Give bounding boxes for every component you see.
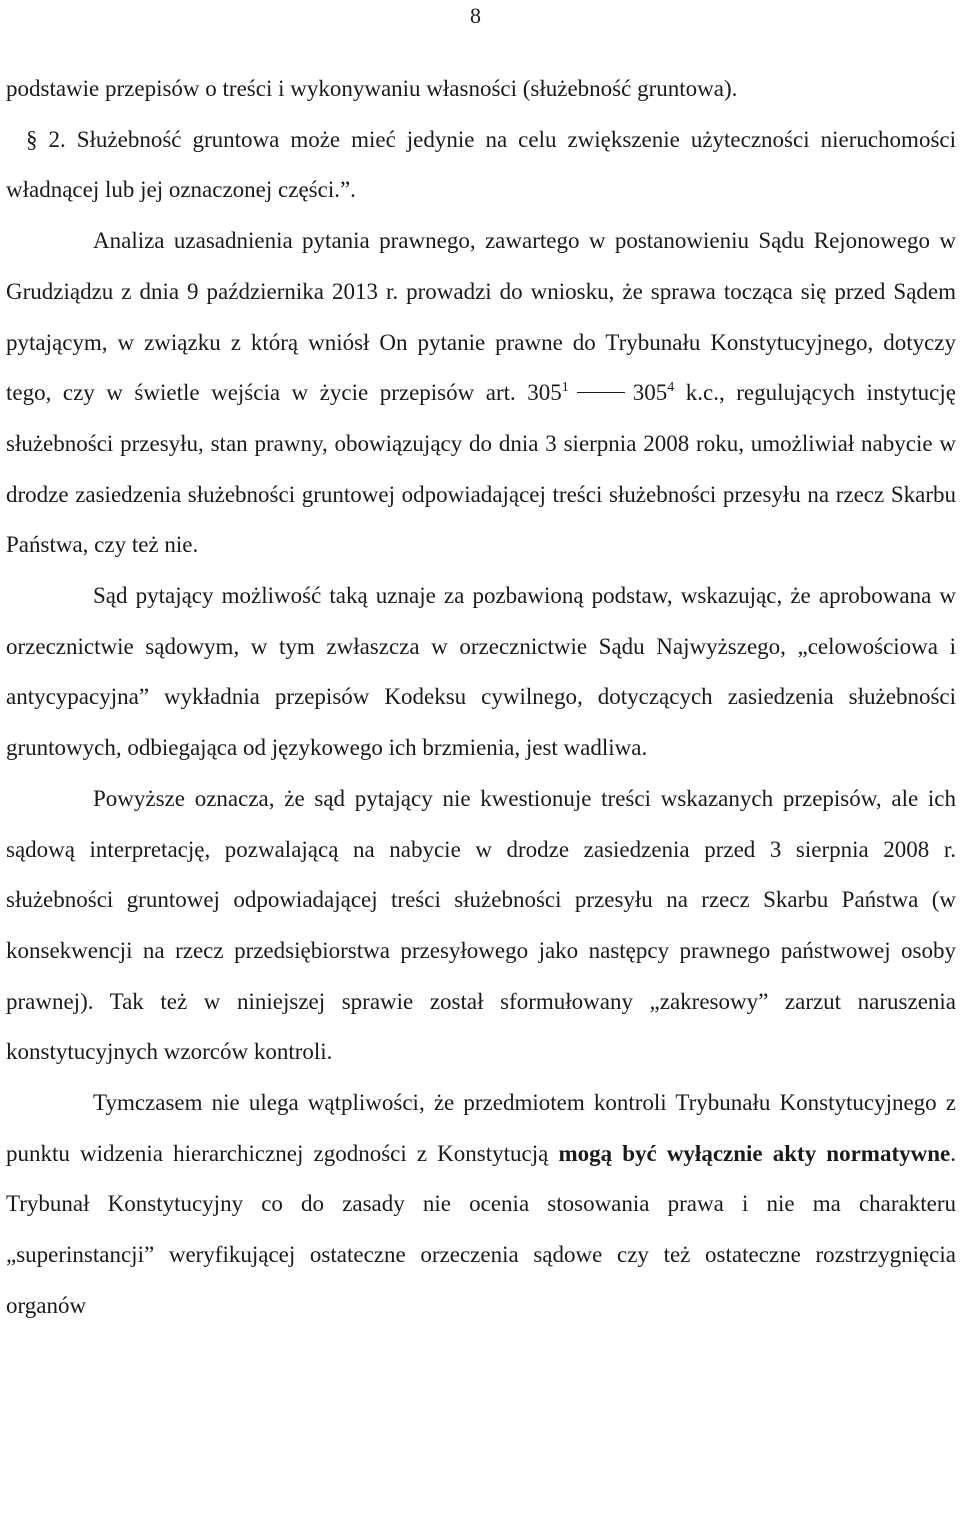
page-number: 8 [470, 3, 481, 28]
paragraph [6, 1078, 956, 1332]
document-body [6, 64, 956, 1332]
paragraph-text: . Trybunał Konstytucyjny co do zasady nie ocenia stosowania prawa i nie ma charakteru „superinstancji” weryfikującej ostateczne orzeczenia sądowe czy też ostateczne rozstrzygnięcia organów [6, 1140, 956, 1318]
paragraph: Powyższe oznacza, że sąd pytający nie kwestionuje treści wskazanych przepisów, ale ich sądową interpretację, pozwalającą na nabycie w drodze zasiedzenia przed 3 sierpnia 2008 r. służebności gruntowej odpowiadającej treści służebności przesyłu na rzecz Skarbu Państwa (w konsekwencji na rzecz przedsiębiorstwa przesyłowego jako następcy prawnego państwowej osoby prawnej). Tak też w niniejszej sprawie został sformułowany „zakresowy” zarzut naruszenia konstytucyjnych wzorców kontroli. [6, 785, 956, 1065]
paragraph-text: 305 [632, 380, 668, 406]
paragraph-text: k.c., regulujących instytucję służebności przesyłu, stan prawny, obowiązujący do dnia 3 sierpnia 2008 roku, umożliwiał nabycie w drodze zasiedzenia służebności gruntowej odpowiadającej treści służebności przesyłu na rzecz Skarbu Państwa, czy też nie. [6, 380, 956, 558]
bold-text: mogą być wyłącznie akty normatywne [558, 1140, 951, 1166]
superscript: 1 [561, 380, 569, 396]
paragraph: Sąd pytający możliwość taką uznaje za pozbawioną podstaw, wskazując, że aprobowana w orzecznictwie sądowym, w tym zwłaszcza w orzecznictwie Sądu Najwyższego, „celowościowa i antycypacyjna” wykładnia przepisów Kodeksu cywilnego, dotyczących zasiedzenia służebności gruntowych, odbiegająca od językowego ich brzmienia, jest wadliwa. [6, 583, 956, 761]
paragraph-text: Tymczasem nie ulega wątpliwości, że przedmiotem kontroli Trybunału Konstytucyjnego z punktu widzenia hierarchicznej zgodności z Konstytucją [6, 1090, 956, 1166]
paragraph: podstawie przepisów o treści i wykonywaniu własności (służebność gruntowa). [6, 76, 738, 101]
paragraph-text: Analiza uzasadnienia pytania prawnego, zawartego w postanowieniu Sądu Rejonowego w Grudziądzu z dnia 9 października 2013 r. prowadzi do wniosku, że sprawa tocząca się przed Sądem pytającym, w związku z którą wniósł On pytanie prawne do Trybunału Konstytucyjnego, dotyczy tego, czy w świetle wejścia w życie przepisów art. 305 [6, 228, 956, 406]
paragraph: § 2. Służebność gruntowa może mieć jedynie na celu zwiększenie użyteczności nieruchomości władnącej lub jej oznaczonej części.”. [6, 126, 956, 203]
paragraph [6, 216, 956, 571]
dash [577, 392, 625, 393]
superscript: 4 [667, 380, 675, 396]
